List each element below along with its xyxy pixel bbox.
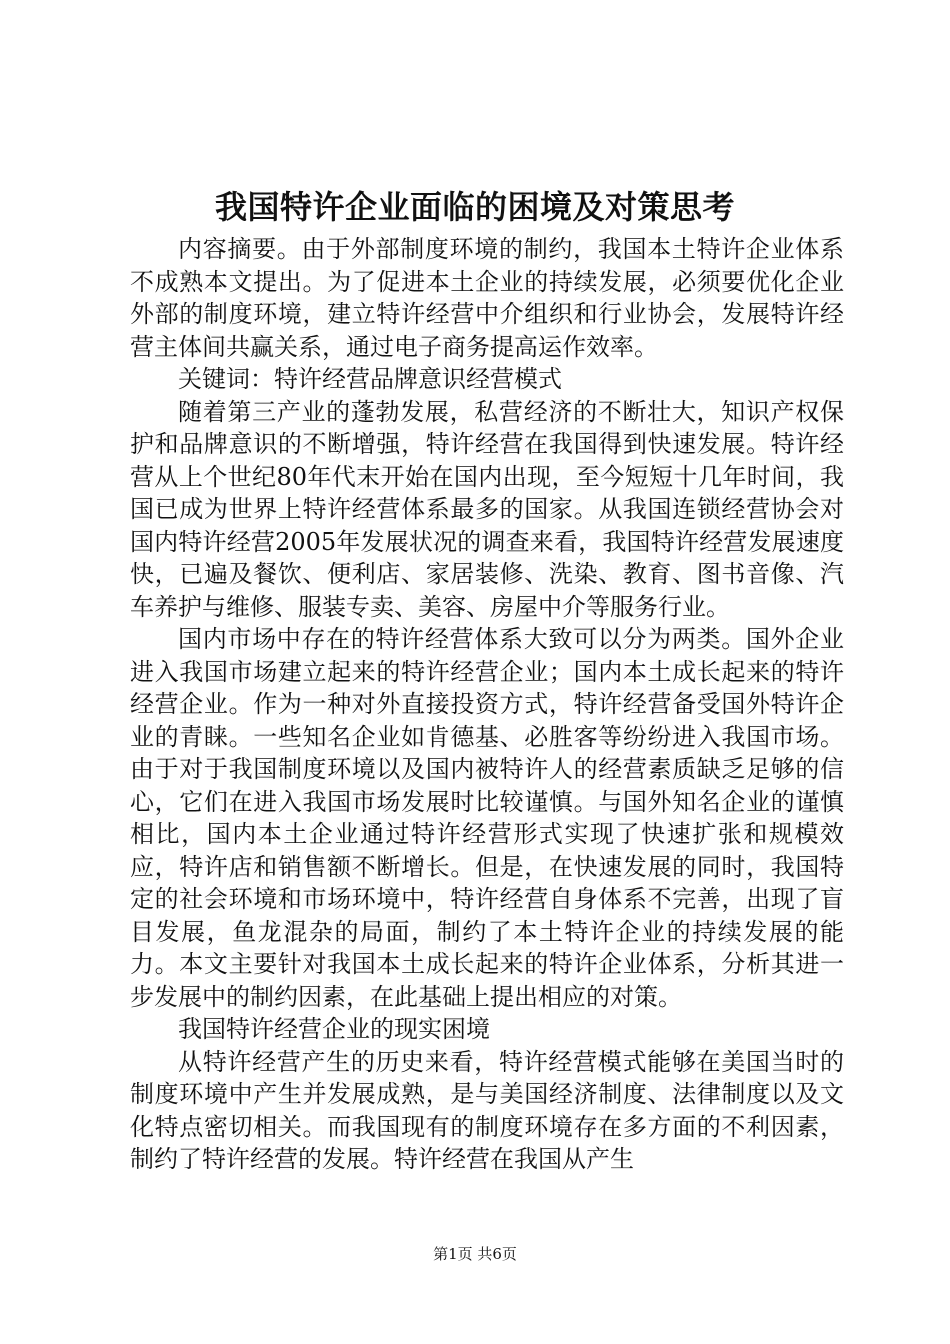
document-body	[130, 233, 844, 1176]
body-paragraph: 随着第三产业的蓬勃发展，私营经济的不断壮大，知识产权保护和品牌意识的不断增强，特许经营在我国得到快速发展。特许经营从上个世纪80年代末开始在国内出现，至今短短十几年时间，我国已成为世界上特许经营体系最多的国家。从我国连锁经营协会对国内特许经营2005年发展状况的调查来看，我国特许经营发展速度快，已遍及餐饮、便利店、家居装修、洗染、教育、图书音像、汽车养护与维修、服装专卖、美容、房屋中介等服务行业。	[130, 397, 844, 621]
abstract-paragraph: 内容摘要。由于外部制度环境的制约，我国本土特许企业体系不成熟本文提出。为了促进本土企业的持续发展，必须要优化企业外部的制度环境，建立特许经营中介组织和行业协会，发展特许经营主体间共赢关系，通过电子商务提高运作效率。	[130, 235, 844, 361]
page-title: 我国特许企业面临的困境及对策思考	[214, 188, 735, 226]
page-number-footer: 第1页 共6页	[433, 1245, 517, 1263]
body-paragraph: 国内市场中存在的特许经营体系大致可以分为两类。国外企业进入我国市场建立起来的特许经营企业；国内本土成长起来的特许经营企业。作为一种对外直接投资方式，特许经营备受国外特许企业的青睐。一些知名企业如肯德基、必胜客等纷纷进入我国市场。由于对于我国制度环境以及国内被特许人的经营素质缺乏足够的信心，它们在进入我国市场发展时比较谨慎。与国外知名企业的谨慎相比，国内本土企业通过特许经营形式实现了快速扩张和规模效应，特许店和销售额不断增长。但是，在快速发展的同时，我国特定的社会环境和市场环境中，特许经营自身体系不完善，出现了盲目发展，鱼龙混杂的局面，制约了本土特许企业的持续发展的能力。本文主要针对我国本土成长起来的特许企业体系，分析其进一步发展中的制约因素，在此基础上提出相应的对策。	[130, 625, 844, 1011]
body-paragraph: 从特许经营产生的历史来看，特许经营模式能够在美国当时的制度环境中产生并发展成熟，是与美国经济制度、法律制度以及文化特点密切相关。而我国现有的制度环境存在多方面的不利因素，制约了特许经营的发展。特许经营在我国从产生	[130, 1047, 844, 1173]
keywords-paragraph: 关键词：特许经营品牌意识经营模式	[178, 365, 562, 393]
section-heading: 我国特许经营企业的现实困境	[178, 1015, 490, 1043]
